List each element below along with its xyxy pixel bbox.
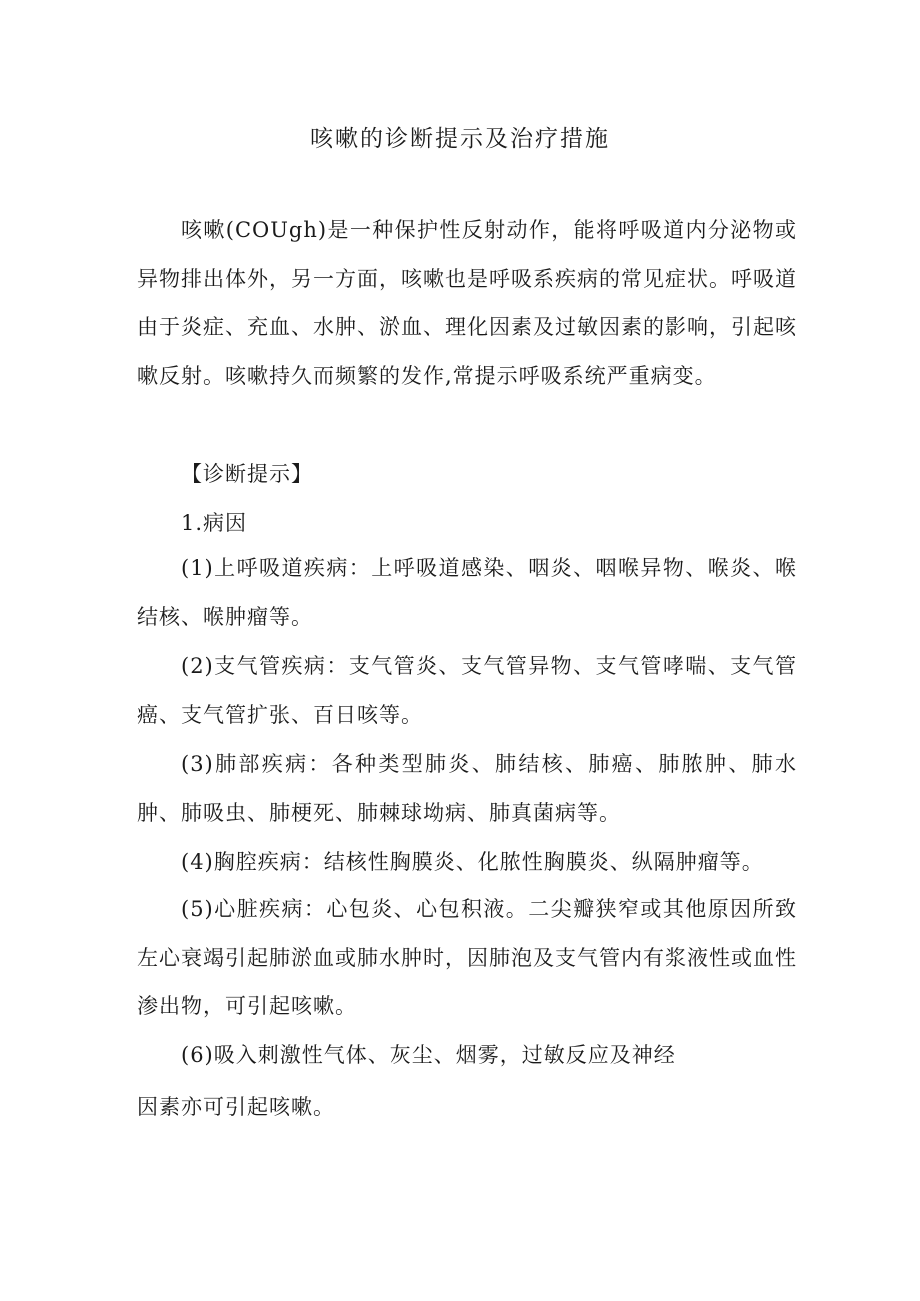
subheading-causes: 1.病因 xyxy=(181,511,248,535)
list-item-upper-respiratory: (1)上呼吸道疾病：上呼吸道感染、咽炎、咽喉异物、喉炎、喉结核、喉肿瘤等。 xyxy=(137,556,797,629)
document-title: 咳嗽的诊断提示及治疗措施 xyxy=(310,126,610,152)
list-item-thoracic: (4)胸腔疾病：结核性胸膜炎、化脓性胸膜炎、纵隔肿瘤等。 xyxy=(181,850,764,874)
section-heading-diagnosis: 【诊断提示】 xyxy=(181,462,313,486)
list-item-irritants-line2: 因素亦可引起咳嗽。 xyxy=(137,1095,335,1119)
list-item-bronchial: (2)支气管疾病：支气管炎、支气管异物、支气管哮喘、支气管癌、支气管扩张、百日咳等。 xyxy=(137,654,797,727)
list-item-pulmonary: (3)肺部疾病：各种类型肺炎、肺结核、肺癌、肺脓肿、肺水肿、肺吸虫、肺梗死、肺棘球坳病、肺真菌病等。 xyxy=(137,752,797,825)
list-item-irritants-line1: (6)吸入刺激性气体、灰尘、烟雾，过敏反应及神经 xyxy=(181,1043,676,1067)
intro-paragraph: 咳嗽(COUgh)是一种保护性反射动作，能将呼吸道内分泌物或异物排出体外，另一方面，咳嗽也是呼吸系疾病的常见症状。呼吸道由于炎症、充血、水肿、淤血、理化因素及过敏因素的影响，引起咳嗽反射。咳嗽持久而频繁的发作,常提示呼吸系统严重病变。 xyxy=(137,218,797,388)
list-item-cardiac: (5)心脏疾病：心包炎、心包积液。二尖瓣狭窄或其他原因所致左心衰竭引起肺淤血或肺水肿时，因肺泡及支气管内有浆液性或血性渗出物，可引起咳嗽。 xyxy=(137,897,797,1018)
